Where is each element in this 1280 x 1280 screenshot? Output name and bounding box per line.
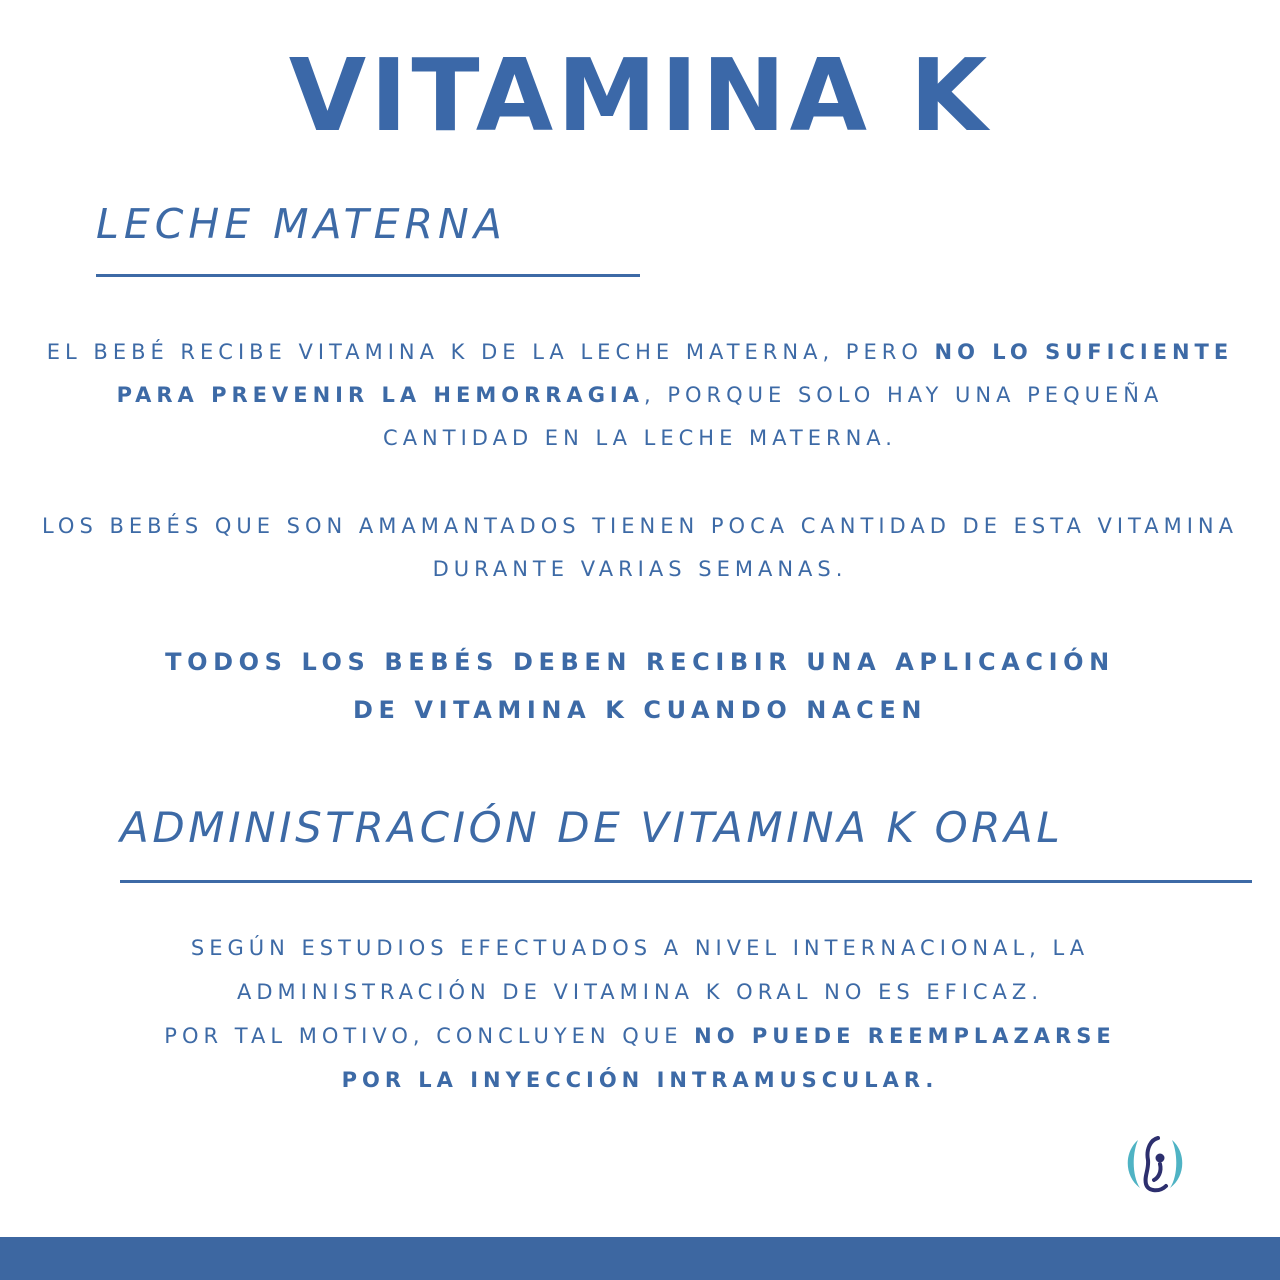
paragraph-emphasis: NO PUEDE REEMPLAZARSE [694, 1024, 1116, 1048]
paragraph-emphasis: POR LA INYECCIÓN INTRAMUSCULAR. [341, 1068, 939, 1092]
section-divider [120, 880, 1252, 883]
paragraph-text: EL BEBÉ RECIBE VITAMINA K DE LA LECHE MATERNA, PERO [46, 340, 935, 364]
paragraph-amamantados: LOS BEBÉS QUE SON AMAMANTADOS TIENEN POCA CANTIDAD DE ESTA VITAMINA DURANTE VARIAS SEMANAS. [41, 514, 1239, 581]
paragraph-estudios [40, 926, 1240, 1102]
page-title: VITAMINA K [288, 37, 992, 154]
mother-baby-logo-icon [1122, 1130, 1188, 1196]
highlight-line: TODOS LOS BEBÉS DEBEN RECIBIR UNA APLICACIÓN [165, 648, 1115, 676]
highlight-line: DE VITAMINA K CUANDO NACEN [352, 696, 928, 724]
footer-bar [0, 1237, 1280, 1280]
section-divider [96, 274, 640, 277]
section-heading-leche-materna: LECHE MATERNA [96, 200, 507, 248]
paragraph-line: ADMINISTRACIÓN DE VITAMINA K ORAL NO ES EFICAZ. [237, 980, 1043, 1004]
paragraph-text: , PORQUE SOLO HAY UNA PEQUEÑA CANTIDAD EN LA LECHE MATERNA. [383, 383, 1164, 450]
paragraph-emphasis: NO LO SUFICIENTE PARA PREVENIR LA HEMORRAGIA [116, 340, 1234, 407]
paragraph-leche-materna [40, 331, 1240, 460]
paragraph-line: SEGÚN ESTUDIOS EFECTUADOS A NIVEL INTERNACIONAL, LA [190, 936, 1090, 960]
logo-graphic [1122, 1130, 1188, 1196]
section-heading-administracion-oral: ADMINISTRACIÓN DE VITAMINA K ORAL [120, 803, 1064, 852]
highlight-statement [40, 638, 1240, 734]
paragraph-line: POR TAL MOTIVO, CONCLUYEN QUE [164, 1024, 695, 1048]
